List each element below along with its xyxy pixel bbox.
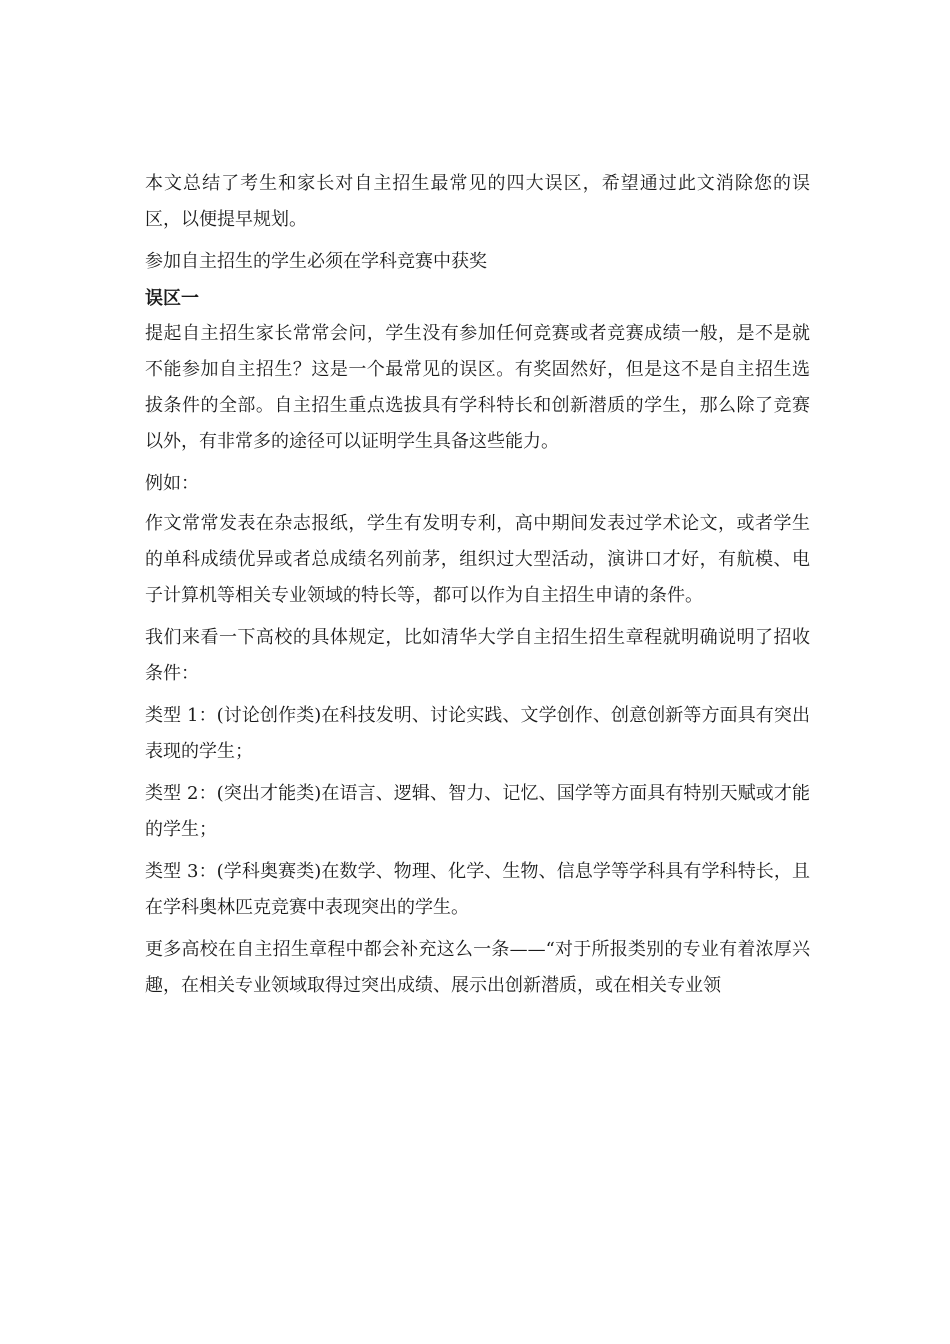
intro-paragraph: 本文总结了考生和家长对自主招生最常见的四大误区，希望通过此文消除您的误区，以便提早规划。	[145, 173, 810, 230]
body-paragraph: 提起自主招生家长常常会问，学生没有参加任何竞赛或者竞赛成绩一般，是不是就不能参加自主招生？这是一个最常见的误区。有奖固然好，但是这不是自主招生选拔条件的全部。自主招生重点选拔具有学科特长和创新潜质的学生，那么除了竞赛以外，有非常多的途径可以证明学生具备这些能力。	[145, 323, 810, 452]
type-item-2: 类型 2：(突出才能类)在语言、逻辑、智力、记忆、国学等方面具有特别天赋或才能的学生；	[145, 783, 810, 840]
example-label: 例如：	[145, 473, 199, 494]
body-paragraph: 我们来看一下高校的具体规定，比如清华大学自主招生招生章程就明确说明了招收条件：	[145, 627, 810, 684]
type-item-3: 类型 3：(学科奥赛类)在数学、物理、化学、生物、信息学等学科具有学科特长，且在学科奥林匹克竞赛中表现突出的学生。	[145, 861, 810, 918]
body-paragraph: 更多高校在自主招生章程中都会补充这么一条——“对于所报类别的专业有着浓厚兴趣，在相关专业领域取得过突出成绩、展示出创新潜质，或在相关专业领	[145, 939, 810, 996]
body-paragraph: 作文常常发表在杂志报纸，学生有发明专利，高中期间发表过学术论文，或者学生的单科成绩优异或者总成绩名列前茅，组织过大型活动，演讲口才好，有航模、电子计算机等相关专业领域的特长等，都可以作为自主招生申请的条件。	[145, 513, 810, 606]
section-heading-myth-one: 误区一	[145, 288, 199, 309]
myth-statement: 参加自主招生的学生必须在学科竞赛中获奖	[145, 251, 487, 272]
document-body	[145, 166, 810, 1010]
type-item-1: 类型 1：(讨论创作类)在科技发明、讨论实践、文学创作、创意创新等方面具有突出表现的学生；	[145, 705, 810, 762]
